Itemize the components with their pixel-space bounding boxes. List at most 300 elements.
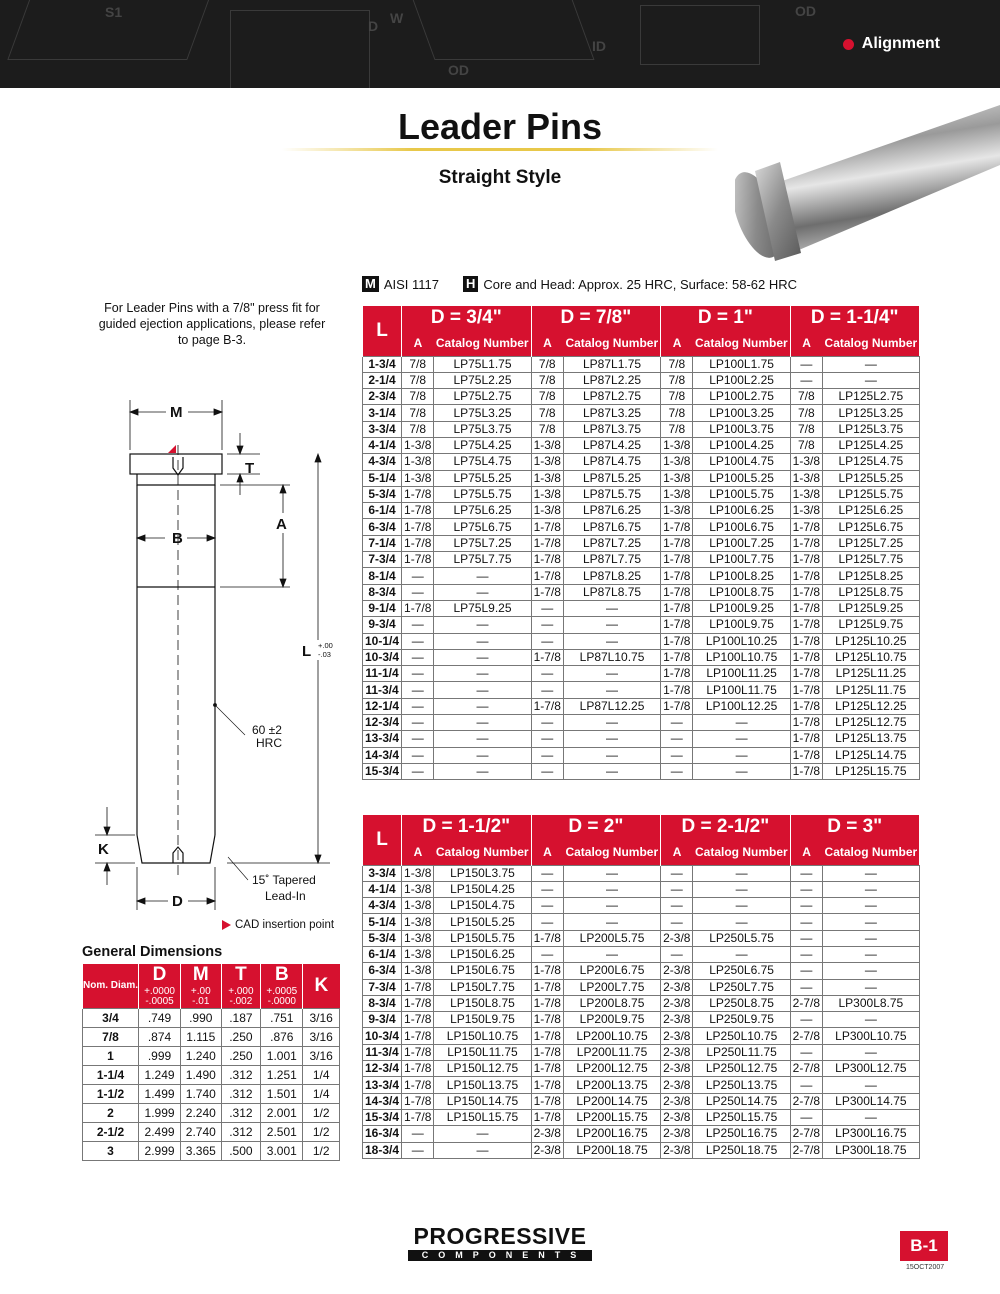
table-cell: 1.740: [181, 1084, 221, 1103]
table-cell: —: [402, 698, 434, 714]
table-cell: LP125L13.75: [823, 731, 920, 747]
table-cell: LP100L10.75: [693, 649, 790, 665]
table-cell: LP200L7.75: [563, 979, 660, 995]
table-cell: —: [531, 865, 563, 881]
table-cell: —: [563, 731, 660, 747]
table-cell: LP75L1.75: [434, 356, 531, 372]
hardness-label-1: 60 ±2: [252, 723, 282, 737]
catalog-number-header: Catalog Number: [823, 839, 920, 865]
table-cell: LP100L5.75: [693, 486, 790, 502]
row-header-cell: 12-3/4: [363, 715, 402, 731]
row-header-cell: 7-3/4: [363, 552, 402, 568]
table-cell: —: [434, 617, 531, 633]
table-cell: —: [531, 731, 563, 747]
table-cell: LP200L16.75: [563, 1126, 660, 1142]
a-column-header: A: [402, 839, 434, 865]
table-cell: 1-7/8: [790, 698, 822, 714]
table-cell: 1-7/8: [531, 552, 563, 568]
table-cell: LP250L16.75: [693, 1126, 790, 1142]
table-cell: 1-7/8: [790, 633, 822, 649]
table-cell: 1-7/8: [402, 1028, 434, 1044]
table-row: [363, 731, 920, 747]
row-header-cell: 9-3/4: [363, 617, 402, 633]
company-logo: [408, 1224, 592, 1261]
dim-l-label: L: [302, 643, 312, 660]
table-cell: 7/8: [531, 356, 563, 372]
table-row: [363, 963, 920, 979]
table-cell: —: [434, 584, 531, 600]
table-cell: .187: [221, 1008, 261, 1027]
table-row: [363, 865, 920, 881]
table-cell: 1-7/8: [661, 698, 693, 714]
table-cell: LP150L4.75: [434, 898, 531, 914]
table-cell: 1-7/8: [531, 519, 563, 535]
table-row: [363, 747, 920, 763]
table-row: [363, 698, 920, 714]
table-cell: 1-7/8: [661, 617, 693, 633]
table-cell: 1-7/8: [661, 633, 693, 649]
table-cell: 1/4: [303, 1065, 340, 1084]
title-underline: [282, 148, 718, 151]
table-cell: 2-3/8: [661, 930, 693, 946]
row-header-cell: 5-3/4: [363, 930, 402, 946]
table-cell: LP250L6.75: [693, 963, 790, 979]
table-cell: —: [661, 946, 693, 962]
table-cell: —: [434, 1126, 531, 1142]
table-cell: .876: [261, 1027, 303, 1046]
table-row: [363, 995, 920, 1011]
table-cell: LP87L6.25: [563, 503, 660, 519]
table-cell: —: [823, 356, 920, 372]
table-cell: LP125L12.25: [823, 698, 920, 714]
table-cell: —: [563, 898, 660, 914]
dim-letter-header: B: [261, 964, 303, 986]
catalog-number-header: Catalog Number: [563, 839, 660, 865]
table-cell: —: [823, 914, 920, 930]
table-cell: —: [531, 600, 563, 616]
table-cell: —: [434, 633, 531, 649]
table-cell: 7/8: [402, 405, 434, 421]
table-cell: LP100L3.25: [693, 405, 790, 421]
table-cell: LP87L3.75: [563, 421, 660, 437]
table-cell: 1-7/8: [402, 979, 434, 995]
table-cell: —: [563, 865, 660, 881]
table-cell: .990: [181, 1008, 221, 1027]
row-header-cell: 1-1/4: [83, 1065, 139, 1084]
table-cell: LP125L7.75: [823, 552, 920, 568]
table-cell: 7/8: [402, 421, 434, 437]
table-cell: 1-7/8: [531, 1012, 563, 1028]
table-cell: 1-7/8: [790, 568, 822, 584]
row-header-cell: 16-3/4: [363, 1126, 402, 1142]
table-cell: —: [823, 1077, 920, 1093]
table-cell: 1-7/8: [790, 552, 822, 568]
table-cell: LP100L11.25: [693, 666, 790, 682]
table-cell: LP250L12.75: [693, 1061, 790, 1077]
table-cell: —: [790, 914, 822, 930]
table-cell: LP250L5.75: [693, 930, 790, 946]
table-cell: 1-3/8: [402, 454, 434, 470]
catalog-number-header: Catalog Number: [823, 330, 920, 356]
table-row: [363, 389, 920, 405]
table-cell: —: [402, 715, 434, 731]
row-header-cell: 1: [83, 1046, 139, 1065]
table-cell: 2-3/8: [661, 1044, 693, 1060]
leader-pin-table-1: [362, 306, 920, 780]
row-header-cell: 11-3/4: [363, 1044, 402, 1060]
table-cell: 1-7/8: [531, 930, 563, 946]
row-header-cell: 9-3/4: [363, 1012, 402, 1028]
catalog-number-header: Catalog Number: [693, 330, 790, 356]
table-cell: 1.501: [261, 1084, 303, 1103]
table-cell: 2-3/8: [661, 1109, 693, 1125]
table-cell: 1-7/8: [661, 568, 693, 584]
table-cell: LP100L10.25: [693, 633, 790, 649]
table-cell: LP300L16.75: [823, 1126, 920, 1142]
row-header-cell: 11-1/4: [363, 666, 402, 682]
page-number: B-1: [900, 1231, 948, 1261]
diameter-header: D = 3/4": [402, 306, 532, 330]
row-header-cell: 4-1/4: [363, 437, 402, 453]
table-cell: 1/4: [303, 1084, 340, 1103]
row-header-cell: 2-3/4: [363, 389, 402, 405]
row-header-cell: 4-3/4: [363, 454, 402, 470]
table-cell: 2-3/8: [661, 995, 693, 1011]
table-cell: 7/8: [402, 389, 434, 405]
table-row: [363, 372, 920, 388]
table-cell: LP125L7.25: [823, 535, 920, 551]
table-cell: —: [402, 1126, 434, 1142]
table-cell: LP100L2.75: [693, 389, 790, 405]
dim-b-label: B: [172, 530, 183, 547]
table-cell: —: [563, 747, 660, 763]
table-cell: LP100L9.25: [693, 600, 790, 616]
table-cell: 2.240: [181, 1103, 221, 1122]
table-cell: —: [693, 881, 790, 897]
table-cell: 1.115: [181, 1027, 221, 1046]
table-cell: LP87L8.25: [563, 568, 660, 584]
table-cell: LP200L13.75: [563, 1077, 660, 1093]
table-cell: 1-7/8: [531, 649, 563, 665]
catalog-number-header: Catalog Number: [563, 330, 660, 356]
table-row: [363, 898, 920, 914]
table-cell: .312: [221, 1084, 261, 1103]
table-cell: LP125L9.75: [823, 617, 920, 633]
banner-ghost-shape: [405, 0, 594, 60]
row-header-cell: 7-3/4: [363, 979, 402, 995]
table-cell: —: [693, 865, 790, 881]
dim-d-label: D: [172, 893, 183, 910]
table-cell: 1-7/8: [661, 535, 693, 551]
table-cell: 2-3/8: [661, 1012, 693, 1028]
row-header-cell: 5-3/4: [363, 486, 402, 502]
table-cell: —: [790, 372, 822, 388]
table-cell: LP87L5.25: [563, 470, 660, 486]
table-cell: LP100L5.25: [693, 470, 790, 486]
table-cell: LP75L5.25: [434, 470, 531, 486]
row-header-cell: 8-1/4: [363, 568, 402, 584]
table-cell: —: [563, 682, 660, 698]
table-cell: LP300L8.75: [823, 995, 920, 1011]
table-cell: 7/8: [790, 437, 822, 453]
cad-insertion-label: CAD insertion point: [235, 919, 335, 931]
table-cell: —: [402, 617, 434, 633]
table-cell: 1-7/8: [790, 535, 822, 551]
table-cell: LP75L6.25: [434, 503, 531, 519]
table-cell: LP125L3.25: [823, 405, 920, 421]
table-cell: LP300L12.75: [823, 1061, 920, 1077]
general-dimensions-title: General Dimensions: [82, 944, 223, 960]
table-cell: 3.365: [181, 1141, 221, 1160]
diameter-header: D = 1-1/4": [790, 306, 919, 330]
leader-pin-drawing: [90, 395, 360, 915]
table-cell: LP200L8.75: [563, 995, 660, 1011]
table-cell: LP125L8.75: [823, 584, 920, 600]
table-cell: 2-7/8: [790, 1126, 822, 1142]
table-cell: 1-7/8: [661, 666, 693, 682]
dim-k-label: K: [98, 841, 109, 858]
table-cell: 1-7/8: [402, 535, 434, 551]
table-cell: —: [563, 715, 660, 731]
table-cell: LP150L13.75: [434, 1077, 531, 1093]
table-cell: 2.001: [261, 1103, 303, 1122]
cad-insertion-note: [222, 919, 334, 931]
table-cell: 1-7/8: [531, 1061, 563, 1077]
table-cell: —: [434, 698, 531, 714]
table-cell: —: [790, 1109, 822, 1125]
table-cell: 1-7/8: [790, 584, 822, 600]
banner-ghost-text: W: [390, 10, 404, 26]
table-cell: 1-7/8: [790, 731, 822, 747]
table-cell: LP200L10.75: [563, 1028, 660, 1044]
table-cell: LP75L4.75: [434, 454, 531, 470]
table-cell: LP250L18.75: [693, 1142, 790, 1158]
table-cell: 1-3/8: [661, 454, 693, 470]
table-cell: 2.740: [181, 1122, 221, 1141]
table-cell: 1-7/8: [402, 552, 434, 568]
a-column-header: A: [661, 839, 693, 865]
table-cell: —: [402, 584, 434, 600]
table-row: [363, 1061, 920, 1077]
table-cell: —: [661, 914, 693, 930]
table-cell: LP87L2.25: [563, 372, 660, 388]
banner-ghost-text: S1: [105, 4, 123, 20]
a-column-header: A: [661, 330, 693, 356]
table-cell: 1-7/8: [790, 649, 822, 665]
table-cell: 1-7/8: [402, 486, 434, 502]
table-row: [83, 1122, 340, 1141]
table-cell: 1-7/8: [790, 715, 822, 731]
row-header-cell: 2-1/4: [363, 372, 402, 388]
row-header-cell: 15-3/4: [363, 1109, 402, 1125]
table-cell: LP75L7.25: [434, 535, 531, 551]
table-cell: 1-3/8: [402, 963, 434, 979]
table-cell: —: [563, 881, 660, 897]
table-row: [363, 1126, 920, 1142]
table-cell: —: [693, 747, 790, 763]
table-cell: —: [563, 914, 660, 930]
table-cell: —: [531, 633, 563, 649]
table-cell: LP87L4.25: [563, 437, 660, 453]
table-cell: 1-3/8: [531, 437, 563, 453]
table-cell: 1-3/8: [402, 881, 434, 897]
table-cell: LP125L6.75: [823, 519, 920, 535]
table-cell: LP200L12.75: [563, 1061, 660, 1077]
hardness-badge: H: [463, 276, 478, 292]
material-legend: [362, 276, 797, 292]
row-header-cell: 12-1/4: [363, 698, 402, 714]
table-cell: 2-3/8: [661, 1028, 693, 1044]
table-cell: 1-7/8: [661, 682, 693, 698]
banner-ghost-shape: [230, 10, 370, 88]
section-tag: [843, 35, 940, 53]
table-cell: —: [563, 763, 660, 779]
banner-ghost-shape: [640, 5, 760, 65]
table-cell: —: [402, 1142, 434, 1158]
table-cell: LP125L3.75: [823, 421, 920, 437]
table-cell: 2-3/8: [661, 1126, 693, 1142]
table-cell: 1-3/8: [531, 486, 563, 502]
table-cell: LP87L5.75: [563, 486, 660, 502]
table-cell: LP75L2.25: [434, 372, 531, 388]
table-cell: 1-7/8: [402, 1093, 434, 1109]
table-cell: —: [823, 1044, 920, 1060]
table-cell: LP75L6.75: [434, 519, 531, 535]
table-cell: LP100L8.75: [693, 584, 790, 600]
table-cell: 1.490: [181, 1065, 221, 1084]
table-cell: 2.999: [139, 1141, 181, 1160]
table-cell: —: [434, 747, 531, 763]
table-cell: 1-7/8: [531, 1109, 563, 1125]
nominal-diameter-header: Nom. Diam.: [83, 964, 139, 1008]
table-cell: LP100L7.25: [693, 535, 790, 551]
table-row: [363, 519, 920, 535]
table-row: [363, 1012, 920, 1028]
row-header-cell: 13-3/4: [363, 1077, 402, 1093]
row-header-cell: 8-3/4: [363, 995, 402, 1011]
table-cell: LP87L7.25: [563, 535, 660, 551]
table-row: [363, 1142, 920, 1158]
table-cell: 3/16: [303, 1027, 340, 1046]
table-row: [363, 617, 920, 633]
table-cell: LP150L6.25: [434, 946, 531, 962]
table-cell: —: [531, 914, 563, 930]
table-cell: 1-3/8: [402, 914, 434, 930]
table-cell: 1-3/8: [790, 454, 822, 470]
table-cell: —: [693, 715, 790, 731]
table-cell: 1-3/8: [790, 503, 822, 519]
row-header-cell: 3-3/4: [363, 865, 402, 881]
a-column-header: A: [790, 839, 822, 865]
table-cell: 1.999: [139, 1103, 181, 1122]
table-cell: —: [402, 649, 434, 665]
table-cell: —: [531, 946, 563, 962]
table-row: [363, 437, 920, 453]
table-cell: 1-7/8: [531, 698, 563, 714]
table-cell: 1-7/8: [402, 1012, 434, 1028]
table-cell: LP125L11.25: [823, 666, 920, 682]
dim-letter-header: K: [303, 964, 340, 1008]
table-cell: 1-7/8: [402, 503, 434, 519]
table-cell: LP100L2.25: [693, 372, 790, 388]
table-cell: —: [823, 963, 920, 979]
table-cell: 7/8: [790, 389, 822, 405]
table-cell: LP75L3.25: [434, 405, 531, 421]
table-cell: LP87L10.75: [563, 649, 660, 665]
table-row: [83, 1065, 340, 1084]
table-cell: LP100L7.75: [693, 552, 790, 568]
table-cell: 3/16: [303, 1046, 340, 1065]
row-header-cell: 15-3/4: [363, 763, 402, 779]
table-cell: LP200L6.75: [563, 963, 660, 979]
table-cell: 1-7/8: [661, 552, 693, 568]
table-row: [363, 568, 920, 584]
table-row: [363, 649, 920, 665]
table-cell: 7/8: [531, 372, 563, 388]
table-cell: 1-7/8: [402, 600, 434, 616]
diameter-header: D = 1-1/2": [402, 815, 532, 839]
diameter-header: D = 1": [661, 306, 791, 330]
table-cell: 1-7/8: [661, 584, 693, 600]
table-cell: 1-3/8: [531, 470, 563, 486]
table-cell: LP100L1.75: [693, 356, 790, 372]
table-cell: 1-7/8: [531, 584, 563, 600]
table-cell: —: [790, 865, 822, 881]
table-cell: —: [790, 356, 822, 372]
table-cell: LP150L3.75: [434, 865, 531, 881]
table-row: [363, 470, 920, 486]
table-cell: 2-7/8: [790, 1093, 822, 1109]
table-cell: 2-3/8: [661, 979, 693, 995]
row-header-cell: 9-1/4: [363, 600, 402, 616]
material-text: AISI 1117: [383, 276, 440, 292]
bullet-icon: [843, 39, 854, 50]
table-cell: 7/8: [402, 372, 434, 388]
table-cell: —: [434, 731, 531, 747]
table-row: [363, 715, 920, 731]
table-cell: .874: [139, 1027, 181, 1046]
banner-ghost-text: OD: [448, 62, 469, 78]
table-cell: LP125L12.75: [823, 715, 920, 731]
page-subtitle: Straight Style: [438, 167, 562, 188]
table-cell: LP87L3.25: [563, 405, 660, 421]
leader-pin-table-2: [362, 815, 920, 1159]
table-cell: 7/8: [661, 405, 693, 421]
table-cell: LP100L11.75: [693, 682, 790, 698]
table-row: [363, 666, 920, 682]
table-cell: LP300L10.75: [823, 1028, 920, 1044]
table-cell: LP125L4.75: [823, 454, 920, 470]
a-column-header: A: [531, 330, 563, 356]
table-row: [363, 946, 920, 962]
table-cell: .250: [221, 1046, 261, 1065]
table-cell: LP125L8.25: [823, 568, 920, 584]
table-cell: 1/2: [303, 1141, 340, 1160]
table-cell: LP150L4.25: [434, 881, 531, 897]
table-cell: LP125L10.75: [823, 649, 920, 665]
row-header-cell: 13-3/4: [363, 731, 402, 747]
row-header-cell: 18-3/4: [363, 1142, 402, 1158]
hardness-label-2: HRC: [256, 736, 282, 750]
table-cell: 1-7/8: [402, 1061, 434, 1077]
tolerance-header: +.0000 -.0005: [139, 986, 181, 1008]
table-cell: —: [531, 747, 563, 763]
table-cell: 7/8: [661, 356, 693, 372]
taper-label-2: Lead-In: [265, 889, 306, 903]
banner-ghost-text: OD: [795, 3, 816, 19]
table-cell: —: [790, 1012, 822, 1028]
table-cell: LP150L5.75: [434, 930, 531, 946]
